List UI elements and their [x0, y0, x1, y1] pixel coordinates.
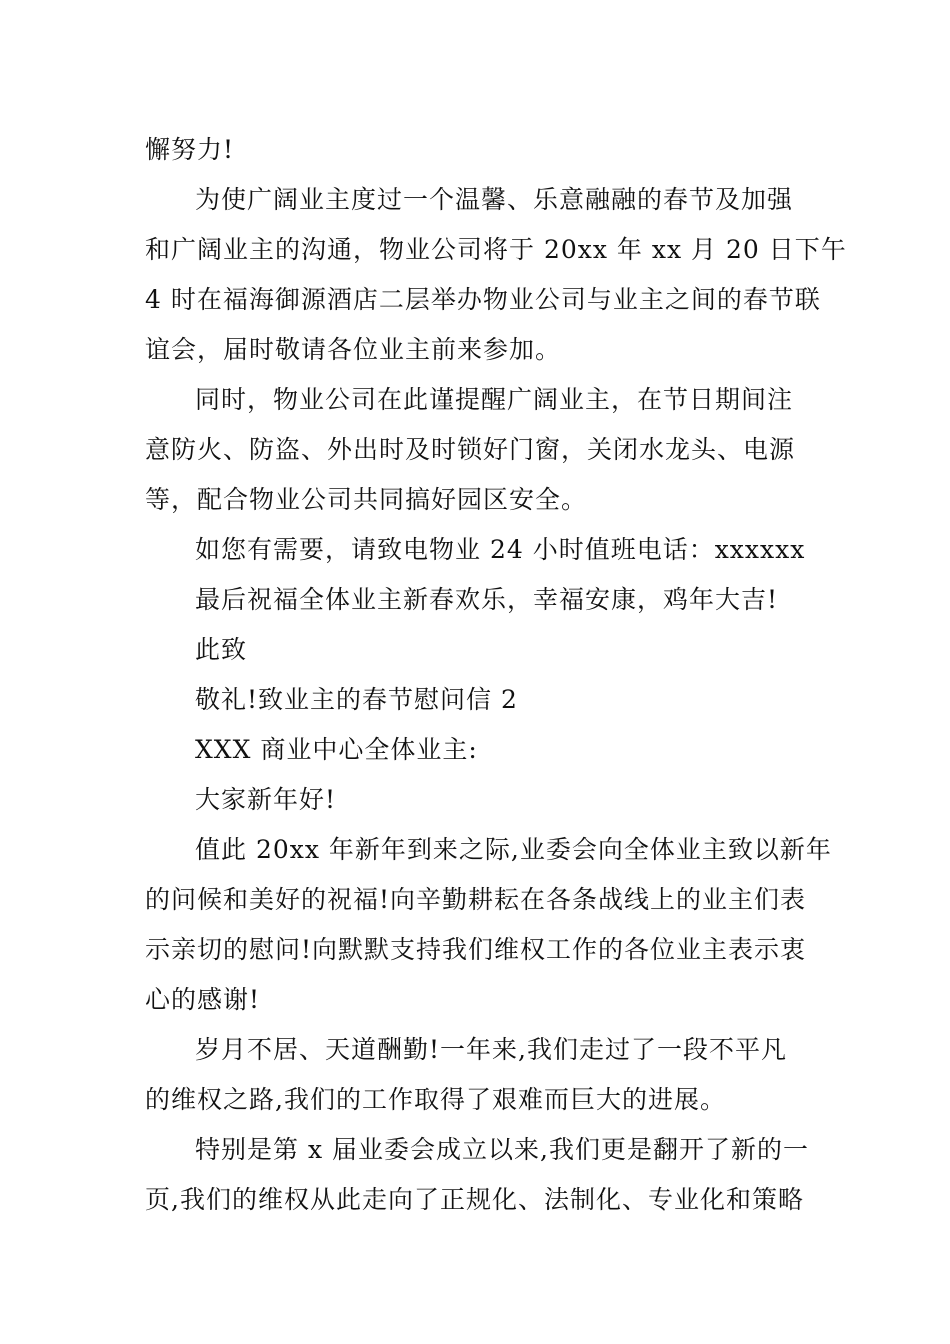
greeting-line: 大家新年好! — [195, 785, 337, 814]
text-line: 心的感谢! — [145, 985, 261, 1014]
salutation-line: 此致 — [195, 635, 248, 664]
text-line: 和广阔业主的沟通，物业公司将于 20xx 年 xx 月 20 日下午 — [145, 235, 847, 264]
paragraph-start-line: 特别是第 x 届业委会成立以来,我们更是翻开了新的一 — [195, 1135, 809, 1164]
paragraph-start-line: 岁月不居、天道酬勤!一年来,我们走过了一段不平凡 — [195, 1035, 787, 1064]
text-line: 示亲切的慰问!向默默支持我们维权工作的各位业主表示衷 — [145, 935, 807, 964]
paragraph-start-line: 值此 20xx 年新年到来之际,业委会向全体业主致以新年 — [195, 835, 832, 864]
text-line: 的维权之路,我们的工作取得了艰难而巨大的进展。 — [145, 1085, 726, 1114]
paragraph-start-line: 为使广阔业主度过一个温馨、乐意融融的春节及加强 — [195, 185, 794, 214]
text-line: 的问候和美好的祝福!向辛勤耕耘在各条战线上的业主们表 — [145, 885, 807, 914]
text-line: 页,我们的维权从此走向了正规化、法制化、专业化和策略 — [145, 1185, 804, 1214]
text-line: 4 时在福海御源酒店二层举办物业公司与业主之间的春节联 — [145, 285, 821, 314]
phone-line: 如您有需要，请致电物业 24 小时值班电话：xxxxxx — [195, 535, 806, 564]
closing-wish-line: 最后祝福全体业主新春欢乐，幸福安康，鸡年大吉! — [195, 585, 779, 614]
paragraph-start-line: 同时，物业公司在此谨提醒广阔业主，在节日期间注 — [195, 385, 794, 414]
letter-title-line: 敬礼!致业主的春节慰问信 2 — [195, 685, 518, 714]
recipient-line: XXX 商业中心全体业主: — [195, 735, 478, 764]
text-line: 意防火、防盗、外出时及时锁好门窗，关闭水龙头、电源 — [145, 435, 796, 464]
text-line: 等，配合物业公司共同搞好园区安全。 — [145, 485, 588, 514]
text-line: 懈努力! — [145, 135, 235, 164]
text-line: 谊会，届时敬请各位业主前来参加。 — [145, 335, 562, 364]
